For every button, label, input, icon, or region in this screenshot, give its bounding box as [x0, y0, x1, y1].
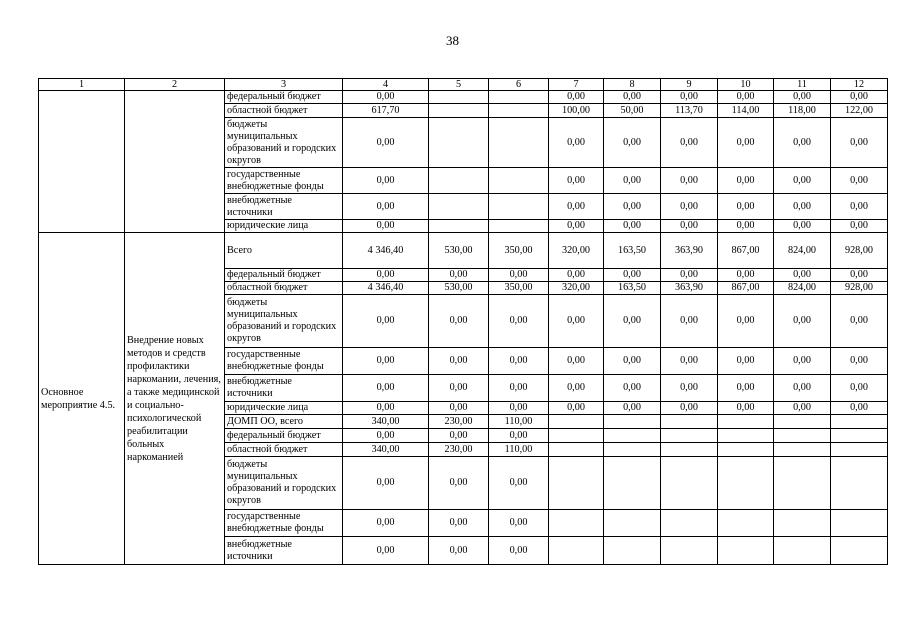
- amount-cell: 0,00: [831, 402, 888, 415]
- amount-cell: 0,00: [343, 537, 429, 565]
- amount-cell: 0,00: [718, 402, 774, 415]
- amount-cell: [718, 429, 774, 443]
- table-row: [39, 91, 888, 104]
- amount-cell: 0,00: [549, 220, 604, 233]
- amount-cell: 0,00: [489, 295, 549, 348]
- amount-cell: [831, 537, 888, 565]
- amount-cell: 0,00: [718, 220, 774, 233]
- amount-cell: [429, 104, 489, 118]
- page-number: 38: [446, 33, 459, 48]
- amount-cell: 0,00: [604, 220, 661, 233]
- amount-cell: 230,00: [429, 443, 489, 457]
- amount-cell: [489, 220, 549, 233]
- amount-cell: 0,00: [774, 168, 831, 194]
- amount-cell: 0,00: [831, 118, 888, 168]
- amount-cell: 0,00: [489, 537, 549, 565]
- amount-cell: 0,00: [604, 269, 661, 282]
- amount-cell: 0,00: [489, 348, 549, 375]
- funding-source-cell: федеральный бюджет: [225, 269, 343, 282]
- amount-cell: 0,00: [718, 91, 774, 104]
- header-col-6: 6: [489, 79, 549, 91]
- amount-cell: 0,00: [661, 168, 718, 194]
- amount-cell: [489, 104, 549, 118]
- amount-cell: [661, 457, 718, 510]
- amount-cell: 824,00: [774, 282, 831, 295]
- funding-source-cell: федеральный бюджет: [225, 91, 343, 104]
- amount-cell: 0,00: [429, 510, 489, 537]
- amount-cell: 363,90: [661, 282, 718, 295]
- amount-cell: 0,00: [718, 269, 774, 282]
- amount-cell: 50,00: [604, 104, 661, 118]
- activity-description-cell: [125, 91, 225, 233]
- activity-description-cell: Внедрение новых методов и средств профилактики наркомании, лечения, а также медицинской и социально-психологической реабилитации больных наркоманией: [125, 233, 225, 565]
- amount-cell: 0,00: [343, 402, 429, 415]
- amount-cell: [549, 457, 604, 510]
- amount-cell: 928,00: [831, 282, 888, 295]
- amount-cell: [604, 537, 661, 565]
- amount-cell: [549, 415, 604, 429]
- funding-source-cell: юридические лица: [225, 402, 343, 415]
- amount-cell: [429, 91, 489, 104]
- amount-cell: 0,00: [343, 510, 429, 537]
- amount-cell: 0,00: [831, 194, 888, 220]
- amount-cell: 4 346,40: [343, 282, 429, 295]
- amount-cell: 0,00: [343, 168, 429, 194]
- amount-cell: 122,00: [831, 104, 888, 118]
- amount-cell: [604, 429, 661, 443]
- funding-source-cell: бюджеты муниципальных образований и городских округов: [225, 457, 343, 510]
- amount-cell: 0,00: [718, 194, 774, 220]
- header-col-8: 8: [604, 79, 661, 91]
- amount-cell: 0,00: [429, 295, 489, 348]
- amount-cell: 0,00: [429, 457, 489, 510]
- amount-cell: 0,00: [604, 118, 661, 168]
- amount-cell: 0,00: [831, 91, 888, 104]
- amount-cell: [489, 168, 549, 194]
- amount-cell: [549, 443, 604, 457]
- amount-cell: [831, 510, 888, 537]
- amount-cell: 0,00: [549, 269, 604, 282]
- amount-cell: 0,00: [661, 375, 718, 402]
- amount-cell: 0,00: [661, 295, 718, 348]
- amount-cell: 0,00: [489, 457, 549, 510]
- amount-cell: [774, 415, 831, 429]
- amount-cell: [718, 443, 774, 457]
- amount-cell: 0,00: [549, 118, 604, 168]
- amount-cell: 0,00: [774, 348, 831, 375]
- amount-cell: 0,00: [549, 295, 604, 348]
- header-col-5: 5: [429, 79, 489, 91]
- amount-cell: 530,00: [429, 282, 489, 295]
- amount-cell: [604, 443, 661, 457]
- funding-source-cell: государственные внебюджетные фонды: [225, 168, 343, 194]
- amount-cell: 0,00: [343, 348, 429, 375]
- header-col-11: 11: [774, 79, 831, 91]
- amount-cell: 0,00: [604, 348, 661, 375]
- amount-cell: 0,00: [661, 348, 718, 375]
- funding-source-cell: государственные внебюджетные фонды: [225, 510, 343, 537]
- amount-cell: 0,00: [343, 269, 429, 282]
- amount-cell: 0,00: [718, 348, 774, 375]
- amount-cell: [549, 429, 604, 443]
- amount-cell: 0,00: [429, 537, 489, 565]
- amount-cell: [831, 457, 888, 510]
- amount-cell: 163,50: [604, 282, 661, 295]
- amount-cell: 0,00: [343, 375, 429, 402]
- budget-table: [38, 78, 888, 565]
- amount-cell: [489, 118, 549, 168]
- amount-cell: 0,00: [774, 194, 831, 220]
- amount-cell: [774, 510, 831, 537]
- header-col-2: 2: [125, 79, 225, 91]
- amount-cell: 0,00: [489, 375, 549, 402]
- amount-cell: 340,00: [343, 415, 429, 429]
- amount-cell: 0,00: [831, 269, 888, 282]
- amount-cell: 0,00: [343, 295, 429, 348]
- amount-cell: 824,00: [774, 233, 831, 269]
- amount-cell: 0,00: [661, 91, 718, 104]
- amount-cell: 0,00: [661, 194, 718, 220]
- funding-source-cell: областной бюджет: [225, 104, 343, 118]
- amount-cell: 0,00: [718, 295, 774, 348]
- amount-cell: [831, 429, 888, 443]
- amount-cell: [489, 91, 549, 104]
- amount-cell: [429, 194, 489, 220]
- funding-source-cell: областной бюджет: [225, 282, 343, 295]
- amount-cell: 320,00: [549, 233, 604, 269]
- amount-cell: 0,00: [774, 118, 831, 168]
- amount-cell: [661, 415, 718, 429]
- amount-cell: [718, 537, 774, 565]
- funding-source-cell: внебюджетные источники: [225, 537, 343, 565]
- amount-cell: 0,00: [429, 402, 489, 415]
- funding-source-cell: Всего: [225, 233, 343, 269]
- amount-cell: 0,00: [429, 429, 489, 443]
- amount-cell: 0,00: [489, 402, 549, 415]
- amount-cell: 0,00: [661, 269, 718, 282]
- amount-cell: 0,00: [489, 269, 549, 282]
- amount-cell: 0,00: [549, 194, 604, 220]
- amount-cell: 0,00: [549, 168, 604, 194]
- table-row: [39, 233, 888, 269]
- amount-cell: [831, 415, 888, 429]
- amount-cell: 867,00: [718, 233, 774, 269]
- amount-cell: 0,00: [774, 269, 831, 282]
- amount-cell: [718, 457, 774, 510]
- amount-cell: [661, 429, 718, 443]
- amount-cell: [429, 220, 489, 233]
- amount-cell: 0,00: [718, 375, 774, 402]
- amount-cell: 0,00: [343, 429, 429, 443]
- amount-cell: [831, 443, 888, 457]
- activity-number-cell: [39, 91, 125, 233]
- amount-cell: [429, 168, 489, 194]
- amount-cell: 363,90: [661, 233, 718, 269]
- amount-cell: 340,00: [343, 443, 429, 457]
- amount-cell: [429, 118, 489, 168]
- budget-table-body: [39, 79, 888, 565]
- amount-cell: [661, 443, 718, 457]
- amount-cell: 0,00: [489, 429, 549, 443]
- header-col-7: 7: [549, 79, 604, 91]
- funding-source-cell: внебюджетные источники: [225, 194, 343, 220]
- amount-cell: 0,00: [429, 348, 489, 375]
- amount-cell: 110,00: [489, 443, 549, 457]
- amount-cell: [774, 457, 831, 510]
- amount-cell: 350,00: [489, 233, 549, 269]
- amount-cell: [604, 457, 661, 510]
- amount-cell: [489, 194, 549, 220]
- activity-number-cell: Основное мероприятие 4.5.: [39, 233, 125, 565]
- amount-cell: 0,00: [661, 402, 718, 415]
- amount-cell: 163,50: [604, 233, 661, 269]
- amount-cell: 0,00: [718, 168, 774, 194]
- amount-cell: [661, 537, 718, 565]
- amount-cell: 114,00: [718, 104, 774, 118]
- amount-cell: 0,00: [774, 402, 831, 415]
- amount-cell: [774, 537, 831, 565]
- amount-cell: 0,00: [549, 375, 604, 402]
- amount-cell: 0,00: [774, 220, 831, 233]
- amount-cell: 4 346,40: [343, 233, 429, 269]
- amount-cell: 0,00: [489, 510, 549, 537]
- amount-cell: 0,00: [718, 118, 774, 168]
- amount-cell: 0,00: [831, 375, 888, 402]
- amount-cell: [774, 443, 831, 457]
- amount-cell: 0,00: [774, 295, 831, 348]
- amount-cell: 0,00: [604, 295, 661, 348]
- amount-cell: [661, 510, 718, 537]
- amount-cell: 230,00: [429, 415, 489, 429]
- amount-cell: 0,00: [604, 375, 661, 402]
- funding-source-cell: юридические лица: [225, 220, 343, 233]
- amount-cell: 100,00: [549, 104, 604, 118]
- funding-source-cell: государственные внебюджетные фонды: [225, 348, 343, 375]
- amount-cell: 0,00: [549, 348, 604, 375]
- amount-cell: 0,00: [343, 91, 429, 104]
- amount-cell: 113,70: [661, 104, 718, 118]
- amount-cell: [604, 415, 661, 429]
- amount-cell: 0,00: [429, 375, 489, 402]
- amount-cell: 0,00: [774, 375, 831, 402]
- amount-cell: 0,00: [661, 118, 718, 168]
- amount-cell: 0,00: [429, 269, 489, 282]
- amount-cell: [718, 415, 774, 429]
- funding-source-cell: ДОМП ОО, всего: [225, 415, 343, 429]
- amount-cell: [549, 510, 604, 537]
- amount-cell: [549, 537, 604, 565]
- amount-cell: 0,00: [831, 220, 888, 233]
- funding-source-cell: областной бюджет: [225, 443, 343, 457]
- amount-cell: 0,00: [604, 194, 661, 220]
- column-number-header: [39, 79, 888, 91]
- amount-cell: 0,00: [661, 220, 718, 233]
- amount-cell: 0,00: [343, 457, 429, 510]
- amount-cell: 0,00: [831, 348, 888, 375]
- amount-cell: [718, 510, 774, 537]
- header-col-9: 9: [661, 79, 718, 91]
- amount-cell: 0,00: [549, 91, 604, 104]
- amount-cell: [774, 429, 831, 443]
- funding-source-cell: федеральный бюджет: [225, 429, 343, 443]
- amount-cell: 0,00: [604, 402, 661, 415]
- amount-cell: 0,00: [343, 194, 429, 220]
- amount-cell: 110,00: [489, 415, 549, 429]
- amount-cell: 0,00: [343, 220, 429, 233]
- amount-cell: 0,00: [831, 168, 888, 194]
- amount-cell: 0,00: [831, 295, 888, 348]
- header-col-3: 3: [225, 79, 343, 91]
- amount-cell: 320,00: [549, 282, 604, 295]
- amount-cell: 0,00: [549, 402, 604, 415]
- amount-cell: 350,00: [489, 282, 549, 295]
- amount-cell: 928,00: [831, 233, 888, 269]
- funding-source-cell: внебюджетные источники: [225, 375, 343, 402]
- amount-cell: 0,00: [343, 118, 429, 168]
- header-col-12: 12: [831, 79, 888, 91]
- header-col-1: 1: [39, 79, 125, 91]
- header-col-10: 10: [718, 79, 774, 91]
- amount-cell: 0,00: [604, 168, 661, 194]
- amount-cell: [604, 510, 661, 537]
- amount-cell: 118,00: [774, 104, 831, 118]
- amount-cell: 617,70: [343, 104, 429, 118]
- amount-cell: 867,00: [718, 282, 774, 295]
- funding-source-cell: бюджеты муниципальных образований и городских округов: [225, 295, 343, 348]
- funding-source-cell: бюджеты муниципальных образований и городских округов: [225, 118, 343, 168]
- header-col-4: 4: [343, 79, 429, 91]
- amount-cell: 0,00: [774, 91, 831, 104]
- amount-cell: 530,00: [429, 233, 489, 269]
- amount-cell: 0,00: [604, 91, 661, 104]
